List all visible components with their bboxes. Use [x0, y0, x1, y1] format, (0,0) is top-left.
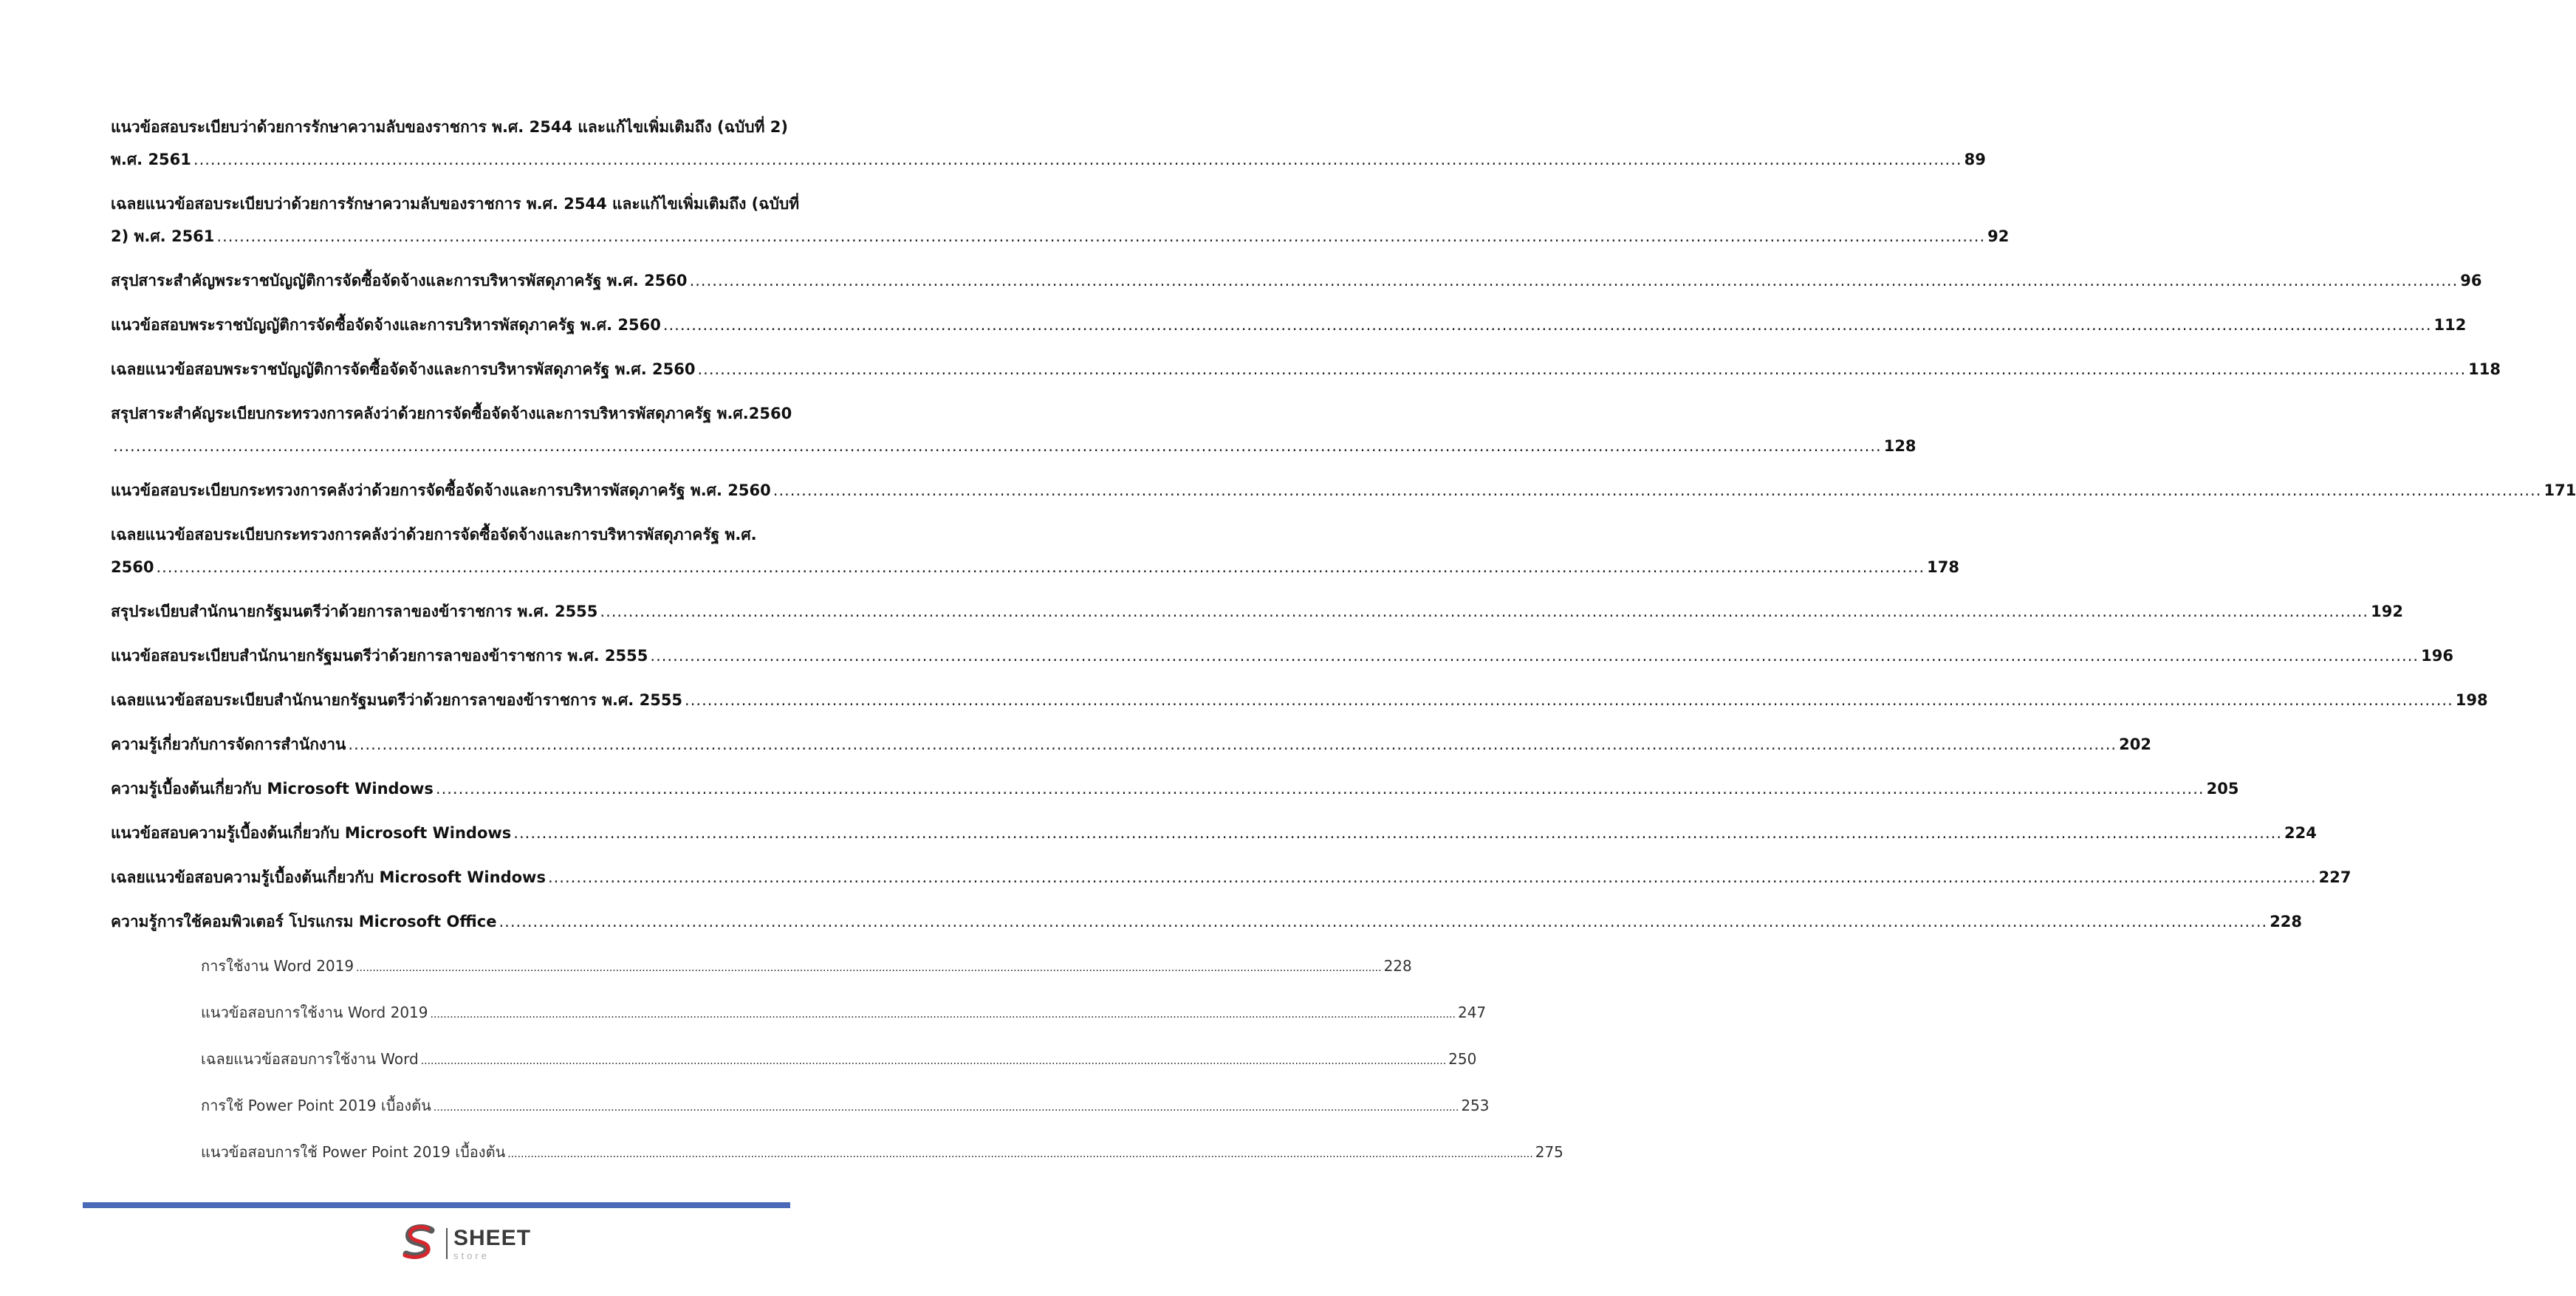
toc-page-number: 96 [2460, 272, 2482, 289]
toc-entry[interactable] [111, 640, 2453, 672]
toc-entry[interactable] [111, 397, 1916, 462]
toc-sub-entry-title: แนวข้อสอบการใช้ Power Point 2019 เบื้องต้น [201, 1143, 506, 1161]
toc-sub-entry[interactable] [111, 996, 1487, 1031]
toc-entry[interactable] [111, 111, 1986, 176]
dot-leader [431, 998, 1456, 1031]
dot-leader [348, 728, 2117, 761]
dot-leader [513, 817, 2282, 849]
toc-entry[interactable] [111, 861, 2351, 894]
dot-leader [216, 220, 1985, 253]
logo-brand: SHEET [453, 1225, 532, 1250]
toc-sub-entry-title: เฉลยแนวข้อสอบการใช้งาน Word [201, 1050, 419, 1068]
toc-page-number: 178 [1927, 558, 1959, 576]
dot-leader [499, 905, 2267, 938]
dot-leader [697, 353, 2466, 385]
toc-entry-title-line1: สรุปสาระสำคัญระเบียบกระทรวงการคลังว่าด้วยการจัดซื้อจัดจ้างและการบริหารพัสดุภาครัฐ พ.ศ.2560 [111, 405, 792, 422]
dot-leader [436, 772, 2205, 805]
sheet-store-logo [399, 1223, 531, 1264]
toc-entry[interactable] [111, 474, 2576, 507]
dot-leader [650, 640, 2419, 672]
toc-page-number: 253 [1461, 1097, 1490, 1114]
table-of-contents [111, 111, 2576, 1182]
toc-entry-title: ความรู้เกี่ยวกับการจัดการสำนักงาน [111, 736, 346, 753]
dot-leader [434, 1091, 1459, 1124]
toc-entry[interactable] [111, 518, 1959, 583]
toc-page-number: 118 [2468, 360, 2501, 378]
dot-leader [193, 143, 1962, 176]
toc-sub-entry[interactable] [111, 1089, 1490, 1124]
toc-page-number: 196 [2421, 647, 2453, 665]
sheet-s-logo-icon [399, 1223, 440, 1264]
toc-sub-entry[interactable] [111, 1136, 1563, 1170]
toc-page-number: 89 [1964, 151, 1986, 168]
toc-entry-title: 2) พ.ศ. 2561 [111, 227, 215, 245]
toc-page-number: 112 [2433, 316, 2467, 334]
toc-entry-title: ความรู้เบื้องต้นเกี่ยวกับ Microsoft Windows [111, 780, 434, 798]
logo-divider [446, 1228, 448, 1259]
toc-entry-title: เฉลยแนวข้อสอบพระราชบัญญัติการจัดซื้อจัดจ้างและการบริหารพัสดุภาครัฐ พ.ศ. 2560 [111, 360, 696, 378]
logo-brand-sub: store [453, 1249, 490, 1261]
toc-entry[interactable] [111, 684, 2488, 716]
toc-entry-title: แนวข้อสอบระเบียบสำนักนายกรัฐมนตรีว่าด้วยการลาของข้าราชการ พ.ศ. 2555 [111, 647, 648, 665]
toc-entry-title-line1: แนวข้อสอบระเบียบว่าด้วยการรักษาความลับของราชการ พ.ศ. 2544 และแก้ไขเพิ่มเติมถึง (ฉบับที่ 2) [111, 118, 788, 136]
dot-leader [773, 474, 2542, 507]
toc-entry[interactable] [111, 353, 2501, 385]
toc-page-number: 92 [1987, 227, 2010, 245]
toc-page-number: 275 [1535, 1143, 1563, 1161]
toc-entry-title: สรุปสาระสำคัญพระราชบัญญัติการจัดซื้อจัดจ้างและการบริหารพัสดุภาครัฐ พ.ศ. 2560 [111, 272, 688, 289]
toc-entry-title: แนวข้อสอบความรู้เบื้องต้นเกี่ยวกับ Microsoft Windows [111, 824, 512, 842]
logo-text [453, 1227, 531, 1261]
toc-sub-entry-title: การใช้ Power Point 2019 เบื้องต้น [201, 1097, 431, 1114]
dot-leader [685, 684, 2453, 716]
dot-leader [548, 861, 2317, 894]
toc-page-number: 171 [2544, 481, 2576, 499]
dot-leader [600, 595, 2368, 628]
toc-entry[interactable] [111, 595, 2403, 628]
toc-entry-title: พ.ศ. 2561 [111, 151, 191, 168]
toc-entry[interactable] [111, 905, 2303, 938]
dot-leader [156, 551, 1925, 583]
toc-page-number: 224 [2284, 824, 2317, 842]
toc-page-number: 250 [1448, 1050, 1477, 1068]
toc-entry[interactable] [111, 264, 2482, 297]
toc-sub-entry-title: การใช้งาน Word 2019 [201, 957, 354, 975]
toc-entry-title: เฉลยแนวข้อสอบความรู้เบื้องต้นเกี่ยวกับ Microsoft Windows [111, 868, 546, 886]
toc-entry[interactable] [111, 728, 2151, 761]
dot-leader [663, 309, 2432, 341]
toc-page-number: 192 [2371, 603, 2403, 620]
footer-rule [83, 1202, 790, 1208]
toc-sub-entry[interactable] [111, 950, 1412, 984]
toc-page-number: 202 [2119, 736, 2151, 753]
dot-leader [507, 1138, 1532, 1170]
toc-entry-title: 2560 [111, 558, 154, 576]
dot-leader [690, 264, 2459, 297]
toc-entry[interactable] [111, 772, 2239, 805]
dot-leader [113, 430, 1882, 462]
toc-entry-title: แนวข้อสอบระเบียบกระทรวงการคลังว่าด้วยการจัดซื้อจัดจ้างและการบริหารพัสดุภาครัฐ พ.ศ. 2560 [111, 481, 771, 499]
toc-entry-title: ความรู้การใช้คอมพิวเตอร์ โปรแกรม Microsoft Office [111, 913, 497, 930]
toc-entry[interactable] [111, 817, 2317, 849]
dot-leader [421, 1045, 1446, 1077]
toc-entry-title: แนวข้อสอบพระราชบัญญัติการจัดซื้อจัดจ้างและการบริหารพัสดุภาครัฐ พ.ศ. 2560 [111, 316, 661, 334]
toc-entry-title-line1: เฉลยแนวข้อสอบระเบียบว่าด้วยการรักษาความลับของราชการ พ.ศ. 2544 และแก้ไขเพิ่มเติมถึง (ฉบับที่ [111, 195, 800, 213]
dot-leader [356, 952, 1381, 984]
toc-page-number: 247 [1457, 1004, 1487, 1021]
toc-sub-entry-title: แนวข้อสอบการใช้งาน Word 2019 [201, 1004, 428, 1021]
toc-page-number: 228 [2270, 913, 2303, 930]
toc-entry-title-line1: เฉลยแนวข้อสอบระเบียบกระทรวงการคลังว่าด้วยการจัดซื้อจัดจ้างและการบริหารพัสดุภาครัฐ พ.ศ. [111, 526, 757, 544]
toc-sub-entry[interactable] [111, 1043, 1477, 1077]
toc-entry[interactable] [111, 188, 2010, 253]
toc-entry[interactable] [111, 309, 2467, 341]
toc-page-number: 227 [2318, 868, 2351, 886]
toc-page-number: 198 [2455, 691, 2488, 709]
toc-entry-title: สรุประเบียบสำนักนายกรัฐมนตรีว่าด้วยการลาของข้าราชการ พ.ศ. 2555 [111, 603, 598, 620]
toc-page-number: 228 [1383, 957, 1412, 975]
toc-page-number: 128 [1883, 437, 1916, 455]
toc-page-number: 205 [2206, 780, 2239, 798]
toc-entry-title: เฉลยแนวข้อสอบระเบียบสำนักนายกรัฐมนตรีว่าด้วยการลาของข้าราชการ พ.ศ. 2555 [111, 691, 683, 709]
